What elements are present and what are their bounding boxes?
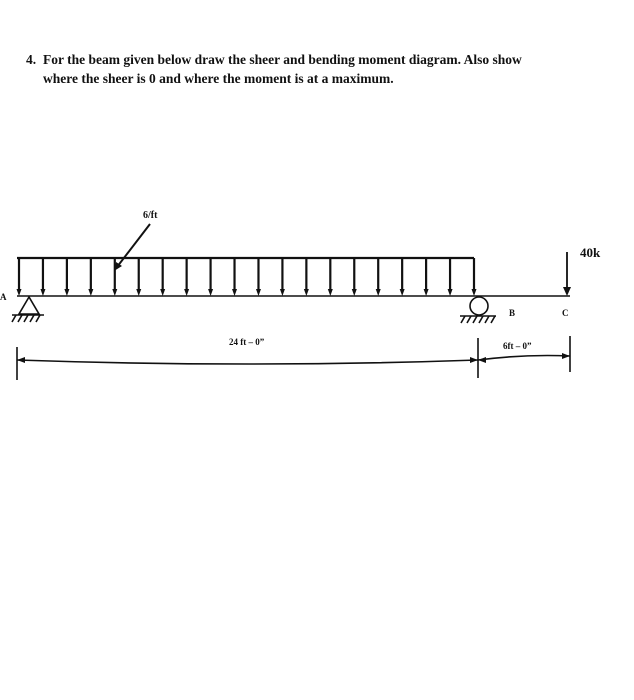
dim-label-ab: 24 ft – 0”	[229, 337, 265, 347]
dim-line-ab	[17, 360, 478, 364]
load-arrowhead	[64, 289, 69, 296]
dim-arrow-b-left	[470, 357, 478, 363]
point-load-arrowhead	[563, 287, 571, 296]
load-arrowhead	[112, 289, 117, 296]
question-line-2: where the sheer is 0 and where the moment is at a maximum.	[43, 71, 394, 86]
point-b-label: B	[509, 308, 516, 318]
roller-support-b	[460, 297, 496, 323]
load-arrowhead	[208, 289, 213, 296]
distributed-load	[17, 258, 477, 296]
load-arrowhead	[17, 289, 22, 296]
load-arrowhead	[280, 289, 285, 296]
question-line-1: For the beam given below draw the sheer and bending moment diagram. Also show	[43, 52, 522, 67]
pin-support-a	[12, 297, 44, 322]
dim-label-bc: 6ft – 0”	[503, 341, 532, 351]
load-arrowhead	[184, 289, 189, 296]
load-arrowhead	[256, 289, 261, 296]
load-leader	[117, 224, 150, 267]
load-arrowhead	[376, 289, 381, 296]
load-label: 6/ft	[143, 210, 158, 221]
load-arrowhead	[232, 289, 237, 296]
point-a-label: A	[0, 292, 7, 302]
question-number: 4.	[26, 52, 37, 67]
load-arrowhead	[304, 289, 309, 296]
load-arrows	[17, 258, 477, 296]
load-arrowhead	[328, 289, 333, 296]
load-arrowhead	[424, 289, 429, 296]
dim-arrow-a	[17, 357, 25, 363]
point-c-label: C	[562, 308, 569, 318]
dim-line-bc	[478, 356, 570, 361]
dim-arrow-b-right	[478, 357, 486, 363]
load-arrowhead	[448, 289, 453, 296]
load-arrowhead	[40, 289, 45, 296]
load-arrowhead	[136, 289, 141, 296]
dimension-lines	[17, 336, 570, 380]
load-arrowhead	[160, 289, 165, 296]
load-arrowhead	[472, 289, 477, 296]
load-arrowhead	[400, 289, 405, 296]
load-arrowhead	[88, 289, 93, 296]
load-arrowhead	[352, 289, 357, 296]
dim-arrow-c	[562, 353, 570, 359]
point-load-label: 40k	[580, 245, 601, 260]
